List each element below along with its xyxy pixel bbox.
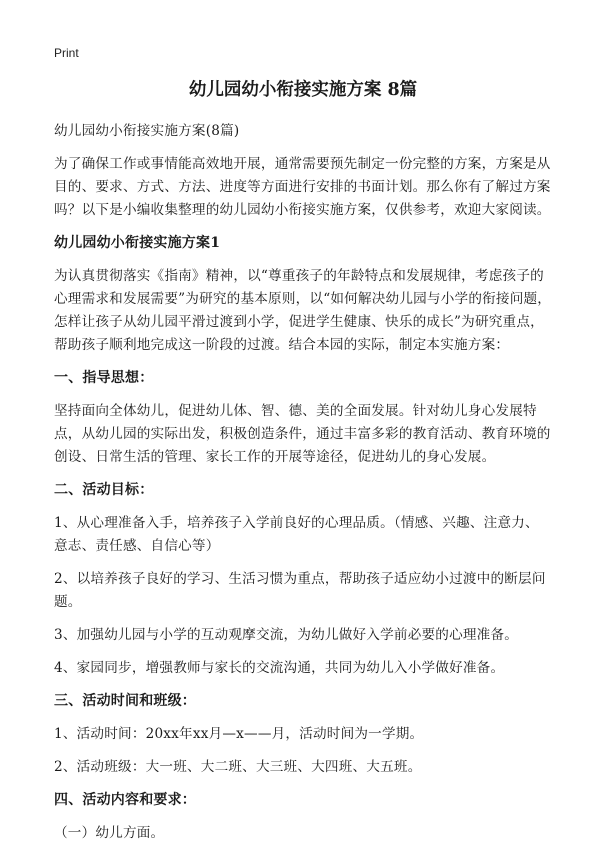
heading-time-class: 三、活动时间和班级： — [54, 693, 196, 709]
heading-goals: 二、活动目标： — [54, 482, 154, 498]
intro-paragraph: 为了确保工作或事情能高效地开展，通常需要预先制定一份完整的方案，方案是从目的、要求、方式、方法、进度等方面进行安排的书面计划。那么你有了解过方案吗？以下是小编收集整理的幼儿园幼小衔接实施方案，仅供参考，欢迎大家阅读。 — [54, 156, 551, 218]
time-class-item: 1、活动时间：20xx年xx月—x——月，活动时间为一学期。 — [54, 726, 424, 742]
print-label[interactable]: Print — [54, 46, 79, 60]
goal-item: 3、加强幼儿园与小学的互动观摩交流，为幼儿做好入学前必要的心理准备。 — [54, 627, 519, 643]
heading-content-requirements: 四、活动内容和要求： — [54, 792, 196, 808]
section-title: 幼儿园幼小衔接实施方案1 — [54, 235, 221, 251]
guiding-paragraph: 坚持面向全体幼儿，促进幼儿体、智、德、美的全面发展。针对幼儿身心发展特点，从幼儿园的实际出发，积极创造条件，通过丰富多彩的教育活动、教育环境的创设、日常生活的管理、家长工作的开展等途径，促进幼儿的身心发展。 — [54, 403, 551, 465]
time-class-item: 2、活动班级：大一班、大二班、大三班、大四班、大五班。 — [54, 759, 422, 775]
content-item: （一）幼儿方面。 — [54, 825, 165, 841]
goal-item: 1、从心理准备入手，培养孩子入学前良好的心理品质。（情感、兴趣、注意力、意志、责任感、自信心等） — [54, 515, 539, 554]
section-intro-paragraph: 为认真贯彻落实《指南》精神，以“尊重孩子的年龄特点和发展规律，考虑孩子的心理需求和发展需要”为研究的基本原则，以“如何解决幼儿园与小学的衔接问题，怎样让孩子从幼儿园平滑过渡到小学，促进学生健康、快乐的成长”为研究重点，帮助孩子顺利地完成这一阶段的过渡。结合本园的实际，制定本实施方案： — [54, 268, 552, 353]
goal-item: 4、家园同步，增强教师与家长的交流沟通，共同为幼儿入小学做好准备。 — [54, 660, 505, 676]
document-body — [54, 78, 552, 855]
document-subtitle: 幼儿园幼小衔接实施方案(8篇) — [54, 123, 240, 139]
goal-item: 2、以培养孩子良好的学习、生活习惯为重点，帮助孩子适应幼小过渡中的断层问题。 — [54, 571, 546, 610]
document-title: 幼儿园幼小衔接实施方案 8篇 — [188, 80, 418, 100]
heading-guiding-thought: 一、指导思想： — [54, 370, 154, 386]
